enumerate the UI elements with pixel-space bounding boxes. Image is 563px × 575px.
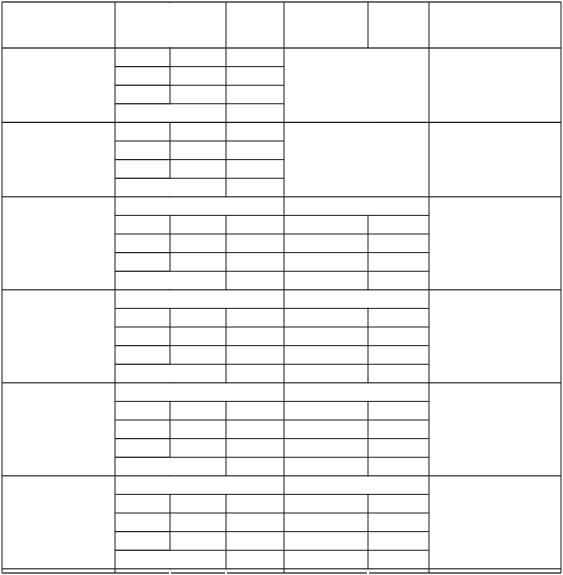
merged-cell-mask [367,384,369,401]
merged-cell-mask [169,570,171,575]
merged-cell-mask [225,570,227,575]
merged-cell-mask [169,3,171,47]
merged-cell-mask [367,477,369,494]
merged-cell-mask [225,384,227,401]
merged-cell-mask [367,123,369,196]
merged-cell-mask [169,179,171,196]
merged-cell-mask [367,49,369,122]
merged-cell-mask [225,291,227,308]
merged-cell-mask [169,477,171,494]
merged-cell-mask [169,384,171,401]
merged-cell-mask [169,551,171,568]
merged-cell-mask [169,365,171,382]
merged-cell-mask [169,272,171,289]
merged-cell-mask [225,198,227,215]
merged-cell-mask [169,458,171,475]
merged-cell-mask [367,570,369,575]
merged-cell-mask [169,291,171,308]
merged-cell-mask [169,105,171,122]
merged-cell-mask [367,198,369,215]
merged-cell-mask [367,291,369,308]
merged-cell-mask [225,477,227,494]
merged-cell-mask [169,198,171,215]
